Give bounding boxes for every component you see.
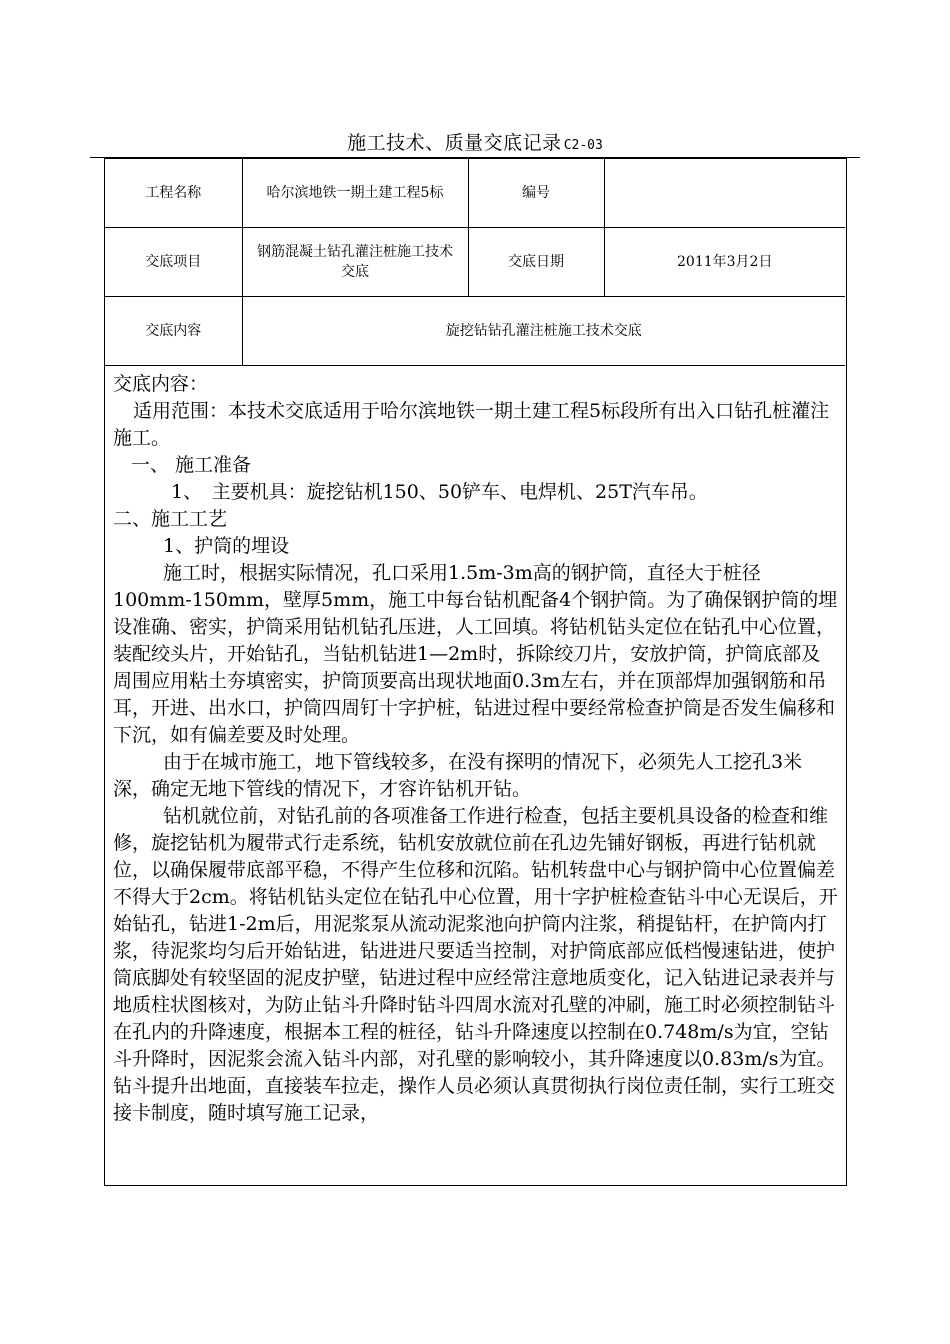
project-name-value: 哈尔滨地铁一期土建工程5标 <box>242 159 468 228</box>
title-main: 施工技术、质量交底记录 <box>347 132 562 154</box>
content-value: 旋挖钻钻孔灌注桩施工技术交底 <box>242 297 845 366</box>
date-label: 交底日期 <box>468 228 604 297</box>
table-row <box>105 297 845 366</box>
table-row <box>105 159 845 228</box>
paragraph: 由于在城市施工，地下管线较多，在没有探明的情况下，必须先人工挖孔3米深，确定无地下管线的情况下，才容许钻机开钻。 <box>113 751 803 800</box>
body-heading: 交底内容： <box>113 373 209 395</box>
project-name-label: 工程名称 <box>105 159 242 228</box>
document-title <box>0 128 950 155</box>
content-label: 交底内容 <box>105 297 242 366</box>
record-frame <box>104 158 847 1186</box>
subsection-heading: 1、护筒的埋设 <box>163 535 290 557</box>
header-table <box>105 159 845 366</box>
item-label: 交底项目 <box>105 228 242 297</box>
section-heading-2: 二、施工工艺 <box>113 508 228 530</box>
section-heading-1: 一、 施工准备 <box>131 454 252 476</box>
form-code: C2-03 <box>563 138 603 153</box>
date-value: 2011年3月2日 <box>604 228 845 297</box>
paragraph: 钻机就位前，对钻孔前的各项准备工作进行检查，包括主要机具设备的检查和维修，旋挖钻机为履带式行走系统，钻机安放就位前在孔边先铺好钢板，再进行钻机就位，以确保履带底部平稳，不得产生位移和沉陷。钻机转盘中心与钢护筒中心位置偏差不得大于2cm。将钻机钻头定位在钻孔中心位置，用十字护桩检查钻斗中心无误后，开始钻孔，钻进1-2m后，用泥浆泵从流动泥浆池向护筒内注浆，稍提钻杆，在护筒内打浆，待泥浆均匀后开始钻进，钻进进尺要适当控制，对护筒底部应低档慢速钻进，使护筒底脚处有较坚固的泥皮护壁，钻进过程中应经常注意地质变化，记入钻进记录表并与地质柱状图核对，为防止钻斗升降时钻斗四周水流对孔壁的冲刷，施工时必须控制钻斗在孔内的升降速度，根据本工程的桩径，钻斗升降速度以控制在0.748m/s为宜，空钻斗升降时，因泥浆会流入钻斗内部，对孔壁的影响较小，其升降速度以0.83m/s为宜。钻斗提升出地面，直接装车拉走，操作人员必须认真贯彻执行岗位责任制，实行工班交接卡制度，随时填写施工记录， <box>113 805 838 1124</box>
equipment-item: 1、 主要机具：旋挖钻机150、50铲车、电焊机、25T汽车吊。 <box>171 481 708 503</box>
item-value: 钢筋混凝土钻孔灌注桩施工技术交底 <box>242 228 468 297</box>
paragraph: 施工时，根据实际情况，孔口采用1.5m-3m高的钢护筒，直径大于桩径100mm-150mm，壁厚5mm，施工中每台钻机配备4个钢护筒。为了确保钢护筒的埋设准确、密实，护筒采用钻机钻孔压进，人工回填。将钻机钻头定位在钻孔中心位置，装配绞头片，开始钻孔，当钻机钻进1—2m时，拆除绞刀片，安放护筒，护筒底部及周围应用粘土夯填密实，护筒顶要高出现状地面0.3m左右，并在顶部焊加强钢筋和吊耳，开进、出水口，护筒四周钉十字护桩，钻进过程中要经常检查护筒是否发生偏移和下沉，如有偏差要及时处理。 <box>113 562 838 746</box>
scope-paragraph: 适用范围：本技术交底适用于哈尔滨地铁一期土建工程5标段所有出入口钻孔桩灌注施工。 <box>113 400 830 449</box>
table-row <box>105 228 845 297</box>
number-label: 编号 <box>468 159 604 228</box>
number-value <box>604 159 845 228</box>
document-body <box>113 371 839 1127</box>
